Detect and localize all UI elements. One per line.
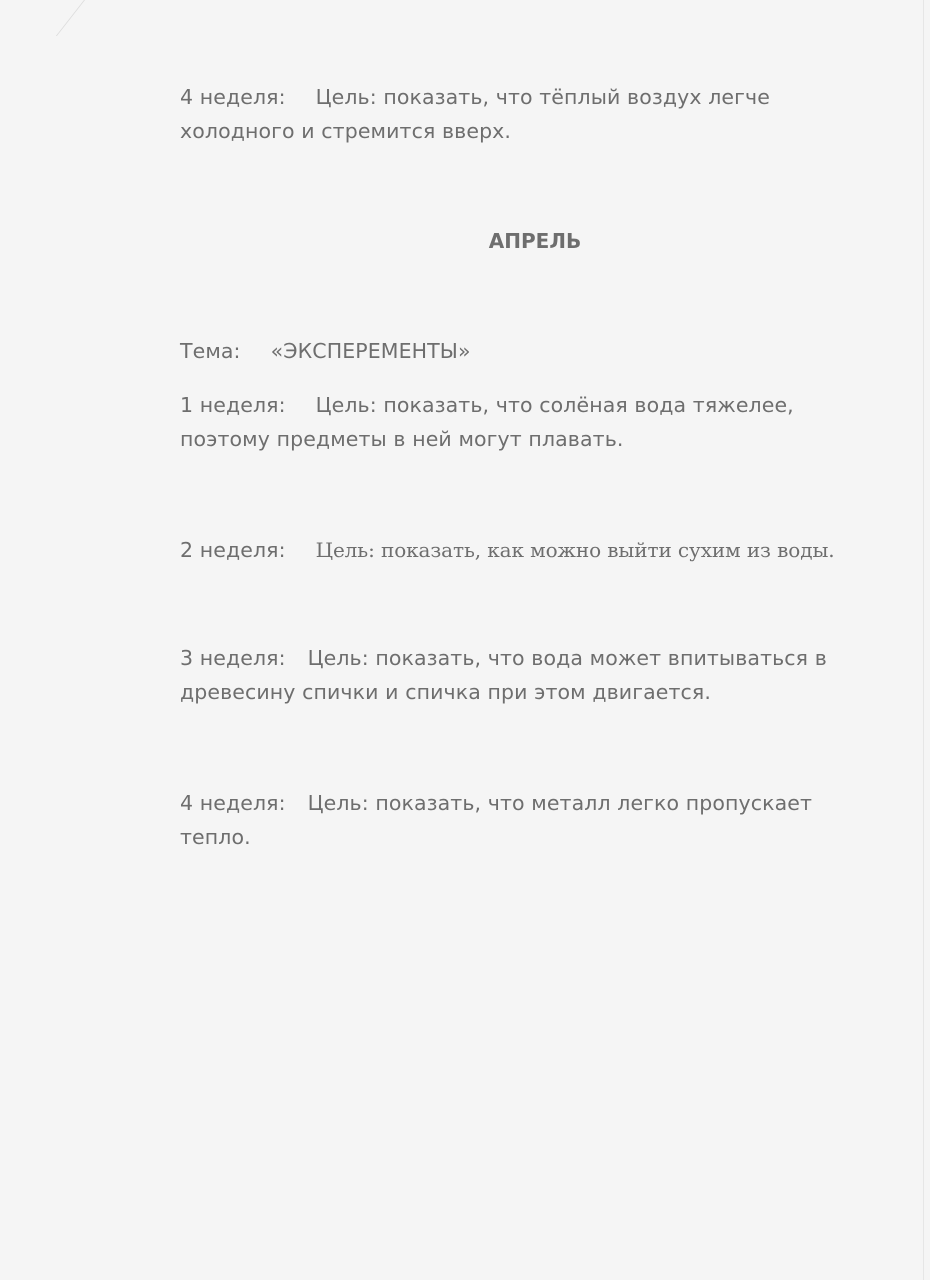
week-label: 2 неделя: [180,538,286,562]
week-label: 1 неделя: [180,393,286,417]
topic-label: Тема: [180,339,241,363]
week-label: 3 неделя: [180,646,286,670]
entry-prev-week-4 [180,80,870,148]
goal-text-line-1: Цель: показать, как можно выйти сухим из воды. [315,538,835,562]
entry-week-1 [180,388,870,456]
week-label: 4 неделя: [180,791,286,815]
topic-value: «ЭКСПЕРЕМЕНТЫ» [270,339,471,363]
entry-week-2 [180,533,870,567]
goal-text-line-2: холодного и стремится вверх. [180,119,512,143]
goal-text-line-1: Цель: показать, что солёная вода тяжелее, [315,393,794,417]
page-edge [923,0,924,1280]
goal-text-line-2: поэтому предметы в ней могут плавать. [180,427,624,451]
page-corner-crease [28,0,85,36]
goal-text-line-1: Цель: показать, что вода может впитываться в [307,646,827,670]
week-label: 4 неделя: [180,85,286,109]
goal-text-line-1: Цель: показать, что тёплый воздух легче [315,85,770,109]
goal-text-line-2: тепло. [180,825,251,849]
goal-text-line-2: древесину спички и спичка при этом двигается. [180,680,711,704]
entry-week-4 [180,786,870,854]
goal-text-line-1: Цель: показать, что металл легко пропускает [307,791,813,815]
entry-week-3 [180,641,870,709]
topic-line [180,334,870,368]
month-heading: АПРЕЛЬ [488,229,582,253]
